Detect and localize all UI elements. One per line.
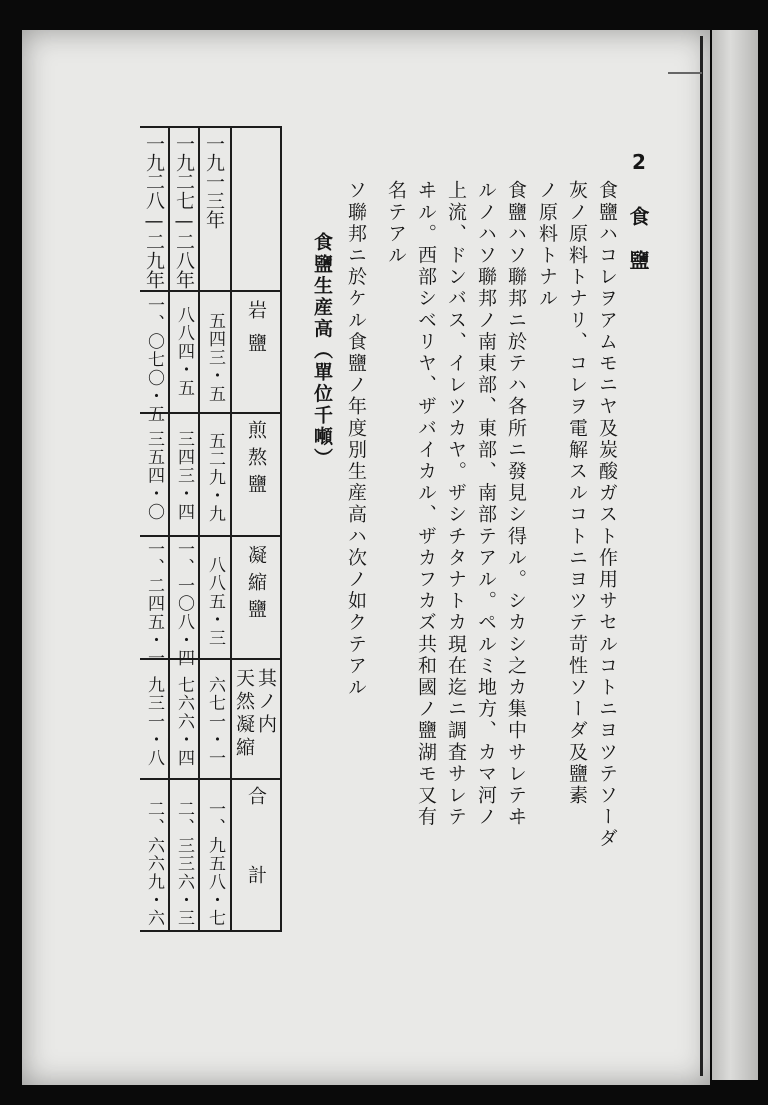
paragraph-1-line-3: ノ原料トナル (536, 180, 558, 310)
paragraph-2-line-5: 名テアル (385, 180, 407, 267)
paragraph-1-line-1: 食鹽ハコレヲアムモニヤ及炭酸ガスト作用サセルコトニヨツテソーダ (596, 180, 618, 850)
row-1928-29-rock: 一、〇七〇・五 (144, 296, 164, 424)
row-1913-condensed: 八八五・三 (205, 556, 225, 647)
row-1927-28-rock: 八八四・五 (174, 306, 194, 397)
paragraph-1-line-2: 灰ノ原料トナリ、コレヲ電解スルコトニヨツテ苛性ソーダ及鹽素 (566, 180, 588, 807)
section-title: 食鹽 (626, 206, 650, 294)
binding-edge-line (700, 36, 703, 1076)
header-boiled-salt: 煎熬鹽 (245, 420, 267, 501)
row-1913-boiled: 五二九・九 (205, 432, 225, 523)
table-row-divider-4 (140, 778, 282, 780)
paragraph-3-line-1: ソ聯邦ニ於ケル食鹽ノ年度別生産高ハ次ノ如クテアル (345, 180, 367, 699)
table-header-divider (230, 126, 232, 932)
row-1928-29-year: 一九二八—二九年 (143, 134, 165, 289)
row-1927-28-condensed: 一、一〇八・四 (174, 540, 194, 668)
header-rock-salt: 岩鹽 (245, 300, 267, 366)
table-top-rule (140, 126, 282, 128)
table-row-divider-2 (140, 535, 282, 537)
row-1927-28-boiled: 三四三・四 (174, 430, 194, 521)
table-caption: 食鹽生産高（單位千噸） (311, 232, 333, 470)
row-1928-29-natural: 九三一・八 (144, 676, 164, 767)
row-1928-29-boiled: 三五四・〇 (144, 430, 164, 521)
row-1928-29-total: 二、六六九・六 (144, 800, 164, 928)
row-1928-29-condensed: 一、二四五・一 (144, 540, 164, 668)
adjacent-page-strip (712, 30, 758, 1080)
table-col-divider-1 (198, 126, 200, 932)
table-right-border (280, 126, 282, 932)
row-1913-natural: 六七一・一 (205, 676, 225, 767)
margin-dash-mark (668, 72, 702, 74)
header-total: 合計 (245, 786, 267, 944)
paragraph-2-line-1: 食鹽ハソ聯邦ニ於テハ各所ニ發見シ得ル。シカシ之カ集中サレテヰ (505, 180, 527, 828)
paragraph-2-line-4: ヰル。西部シベリヤ、ザバイカル、ザカフカズ共和國ノ鹽湖モ又有 (415, 180, 437, 828)
row-1913-rock: 五四三・五 (205, 312, 225, 403)
row-1927-28-natural: 七六六・四 (174, 676, 194, 767)
row-1927-28-total: 二、三三六・三 (174, 800, 194, 928)
row-1913-total: 一、九五八・七 (205, 800, 225, 928)
header-natural-condensed: 天然凝縮 (233, 668, 255, 760)
row-1913-year: 一九一三年 (203, 134, 225, 229)
table-col-divider-2 (168, 126, 170, 932)
paragraph-2-line-3: 上流、ドンバス、イレツカヤ。ザシチタナトカ現在迄ニ調査サレテ (445, 180, 467, 828)
paragraph-2-line-2: ルノハソ聯邦ノ南東部、東部、南部テアル。ペルミ地方、カマ河ノ (475, 180, 497, 828)
header-of-which: 其ノ内 (255, 668, 277, 737)
page-number: 2 (632, 150, 646, 174)
header-condensed-salt: 凝縮鹽 (245, 545, 267, 626)
row-1927-28-year: 一九二七—二八年 (173, 134, 195, 289)
table-year-divider (140, 290, 282, 292)
